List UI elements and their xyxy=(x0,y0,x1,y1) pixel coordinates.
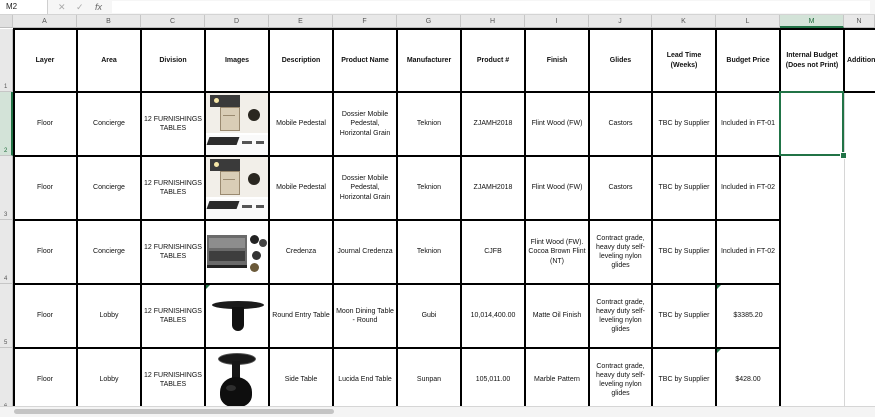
cell-area[interactable]: Lobby xyxy=(99,376,119,384)
cell-lead-time[interactable]: TBC by Supplier xyxy=(658,184,710,192)
cell-lead-time[interactable]: TBC by Supplier xyxy=(658,120,710,128)
cell-finish[interactable]: Marble Pattern xyxy=(534,376,580,384)
cell-addition[interactable] xyxy=(844,284,875,348)
image-part xyxy=(214,162,219,167)
row-header-1[interactable] xyxy=(0,29,13,92)
header-layer[interactable]: Layer xyxy=(35,56,55,64)
column-header-d[interactable]: D xyxy=(205,15,269,28)
error-indicator-icon xyxy=(206,285,210,289)
image-part xyxy=(207,201,240,209)
column-header-e[interactable]: E xyxy=(269,15,333,28)
header-lead-time[interactable]: Lead Time (Weeks) xyxy=(666,52,702,69)
cell-manufacturer[interactable]: Teknion xyxy=(416,120,442,128)
cell-manufacturer[interactable]: Gubi xyxy=(421,312,437,320)
row-number: 2 xyxy=(4,148,8,154)
column-header-i[interactable]: I xyxy=(525,15,589,28)
cell-product-name[interactable]: Journal Credenza xyxy=(337,248,393,256)
image-part xyxy=(220,107,240,131)
cell-layer[interactable]: Floor xyxy=(37,376,53,384)
image-part xyxy=(214,98,219,103)
cell-addition[interactable] xyxy=(844,220,875,284)
row-header-3[interactable] xyxy=(0,156,13,220)
cell-finish[interactable]: Flint Wood (FW) xyxy=(531,184,583,192)
image-part xyxy=(256,141,264,144)
image-part xyxy=(223,179,235,180)
row-border xyxy=(13,155,780,157)
image-part xyxy=(207,265,247,268)
row-header-2[interactable] xyxy=(0,92,13,156)
image-part xyxy=(207,137,240,145)
column-header-a[interactable]: A xyxy=(13,15,77,28)
column-header-g[interactable]: G xyxy=(397,15,461,28)
cell-lead-time[interactable]: TBC by Supplier xyxy=(658,248,710,256)
cell-budget-price[interactable]: Included in FT-02 xyxy=(720,248,776,256)
cell-division[interactable]: 12 FURNISHINGS TABLES xyxy=(144,115,202,132)
cell-border xyxy=(332,29,334,412)
column-header-l[interactable]: L xyxy=(716,15,780,28)
cell-product-number[interactable]: ZJAMH2018 xyxy=(473,120,513,128)
cell-border xyxy=(140,29,142,412)
column-header-m[interactable]: M xyxy=(780,15,844,28)
row-header-5[interactable] xyxy=(0,284,13,348)
header-area[interactable]: Area xyxy=(101,56,117,64)
cell-division[interactable]: 12 FURNISHINGS TABLES xyxy=(144,243,202,260)
cell-lead-time[interactable]: TBC by Supplier xyxy=(658,312,710,320)
image-part xyxy=(220,377,252,407)
cell-internal-budget[interactable] xyxy=(780,284,844,348)
cell-border xyxy=(13,29,15,412)
cell-budget-price[interactable]: Included in FT-01 xyxy=(720,120,776,128)
image-part xyxy=(226,385,236,391)
cell-budget-price[interactable]: Included in FT-02 xyxy=(720,184,776,192)
cell-area[interactable]: Concierge xyxy=(93,184,125,192)
cell-product-name[interactable]: Dossier Mobile Pedestal, Horizontal Grain xyxy=(339,111,391,137)
active-cell-selection[interactable] xyxy=(779,91,844,156)
cell-glides[interactable]: Contract grade, heavy duty self-leveling nylon glides xyxy=(595,234,646,270)
cell-manufacturer[interactable]: Sunpan xyxy=(416,376,442,384)
column-header-b[interactable]: B xyxy=(77,15,141,28)
mobile-pedestal-image xyxy=(206,93,268,155)
image-part xyxy=(256,205,264,208)
row-border xyxy=(13,91,875,93)
cell-border xyxy=(76,29,78,412)
header-addition[interactable]: Addition xyxy=(847,56,875,64)
row-border xyxy=(13,347,780,349)
cell-border xyxy=(460,29,462,412)
cell-description[interactable]: Mobile Pedestal xyxy=(276,120,326,128)
name-box[interactable]: M2 xyxy=(0,0,48,14)
image-part xyxy=(209,238,245,248)
cell-product-name[interactable]: Lucida End Table xyxy=(338,376,392,384)
row-border xyxy=(13,283,780,285)
cell-division[interactable]: 12 FURNISHINGS TABLES xyxy=(144,371,202,388)
cell-addition[interactable] xyxy=(844,348,875,412)
header-internal-budget[interactable]: Internal Budget (Does not Print) xyxy=(785,52,839,69)
cell-division[interactable]: 12 FURNISHINGS TABLES xyxy=(144,179,202,196)
credenza-image xyxy=(206,221,268,283)
cell-product-number[interactable]: 10,014,400.00 xyxy=(470,312,516,320)
image-part xyxy=(248,109,260,121)
cell-division[interactable]: 12 FURNISHINGS TABLES xyxy=(144,307,202,324)
cell-layer[interactable]: Floor xyxy=(37,184,53,192)
cell-product-number[interactable]: CJFB xyxy=(484,248,502,256)
image-part xyxy=(259,239,267,247)
function-icon[interactable]: fx xyxy=(95,2,103,12)
cell-internal-budget[interactable] xyxy=(780,348,844,412)
row-number: 5 xyxy=(4,340,8,346)
header-glides[interactable]: Glides xyxy=(609,56,632,64)
confirm-icon[interactable]: ✓ xyxy=(76,2,84,12)
cell-border xyxy=(588,29,590,412)
row-number: 1 xyxy=(4,84,8,90)
cell-border xyxy=(843,29,845,92)
row-header-6[interactable] xyxy=(0,348,13,412)
header-division[interactable]: Division xyxy=(159,56,187,64)
cell-layer[interactable]: Floor xyxy=(37,312,53,320)
cell-glides[interactable]: Contract grade, heavy duty self-leveling nylon glides xyxy=(595,298,646,334)
cell-description[interactable]: Mobile Pedestal xyxy=(276,184,326,192)
cell-glides[interactable]: Castors xyxy=(608,120,633,128)
cell-addition[interactable] xyxy=(844,92,875,156)
cell-manufacturer[interactable]: Teknion xyxy=(416,248,442,256)
mobile-pedestal-image xyxy=(206,157,268,219)
cell-internal-budget[interactable] xyxy=(780,220,844,284)
cell-budget-price[interactable]: $428.00 xyxy=(735,376,761,384)
cell-border xyxy=(268,29,270,412)
image-part xyxy=(223,115,235,116)
image-part xyxy=(242,205,252,208)
cell-glides[interactable]: Contract grade, heavy duty self-leveling nylon glides xyxy=(595,362,646,398)
image-part xyxy=(250,263,259,272)
cell-description[interactable]: Round Entry Table xyxy=(272,312,330,320)
row-border xyxy=(13,28,875,30)
row-border xyxy=(13,219,780,221)
header-description[interactable]: Description xyxy=(281,56,321,64)
cell-finish[interactable]: Flint Wood (FW) xyxy=(531,120,583,128)
image-part xyxy=(242,141,252,144)
cell-internal-budget[interactable] xyxy=(780,156,844,220)
error-indicator-icon xyxy=(717,285,721,289)
cell-addition[interactable] xyxy=(844,156,875,220)
cell-product-name[interactable]: Moon Dining Table - Round xyxy=(336,307,394,324)
scrollbar-thumb[interactable] xyxy=(14,409,334,414)
cell-product-number[interactable]: ZJAMH2018 xyxy=(473,184,513,192)
row-header-4[interactable] xyxy=(0,220,13,284)
cell-border xyxy=(715,29,717,412)
formula-bar xyxy=(0,0,875,15)
cell-area[interactable]: Concierge xyxy=(93,120,125,128)
cell-finish[interactable]: Flint Wood (FW). Cocoa Brown Flint (NT) xyxy=(528,239,586,265)
column-header-k[interactable]: K xyxy=(652,15,716,28)
cell-border xyxy=(396,29,398,412)
column-header-n[interactable]: N xyxy=(844,15,875,28)
cancel-icon[interactable]: ✕ xyxy=(58,2,66,12)
cell-border xyxy=(779,29,781,92)
cell-budget-price[interactable]: $3385.20 xyxy=(733,312,763,320)
error-indicator-icon xyxy=(717,349,721,353)
header-product-number[interactable]: Product # xyxy=(476,56,510,64)
header-manufacturer[interactable]: Manufacturer xyxy=(406,56,452,64)
header-images[interactable]: Images xyxy=(224,56,250,64)
image-part xyxy=(209,251,245,261)
header-finish[interactable]: Finish xyxy=(546,56,568,64)
column-header-f[interactable]: F xyxy=(333,15,397,28)
cell-area[interactable]: Lobby xyxy=(99,312,119,320)
formula-input[interactable] xyxy=(112,1,870,13)
cell-finish[interactable]: Matte Oil Finish xyxy=(532,312,582,320)
column-header-j[interactable]: J xyxy=(589,15,652,28)
image-part xyxy=(232,307,244,331)
cell-area[interactable]: Concierge xyxy=(93,248,125,256)
image-part xyxy=(220,171,240,195)
fill-handle[interactable] xyxy=(840,152,847,159)
column-header-h[interactable]: H xyxy=(461,15,525,28)
image-part xyxy=(250,235,259,244)
column-header-c[interactable]: C xyxy=(141,15,205,28)
cell-layer[interactable]: Floor xyxy=(37,120,53,128)
cell-product-name[interactable]: Dossier Mobile Pedestal, Horizontal Grain xyxy=(339,175,391,201)
image-part xyxy=(252,251,261,260)
cell-layer[interactable]: Floor xyxy=(37,248,53,256)
cell-border xyxy=(524,29,526,412)
cell-border xyxy=(651,29,653,412)
header-budget-price[interactable]: Budget Price xyxy=(726,56,770,64)
select-all-corner[interactable] xyxy=(0,15,13,28)
cell-lead-time[interactable]: TBC by Supplier xyxy=(658,376,710,384)
row-number: 3 xyxy=(4,212,8,218)
cell-glides[interactable]: Castors xyxy=(608,184,633,192)
row-number: 4 xyxy=(4,276,8,282)
cell-product-number[interactable]: 105,011.00 xyxy=(475,376,511,384)
cell-manufacturer[interactable]: Teknion xyxy=(416,184,442,192)
header-product-name[interactable]: Product Name xyxy=(341,56,389,64)
cell-description[interactable]: Credenza xyxy=(285,248,317,256)
image-part xyxy=(248,173,260,185)
round-table-image xyxy=(206,285,268,347)
horizontal-scrollbar[interactable] xyxy=(0,406,875,417)
side-table-image xyxy=(206,349,268,411)
cell-description[interactable]: Side Table xyxy=(284,376,318,384)
